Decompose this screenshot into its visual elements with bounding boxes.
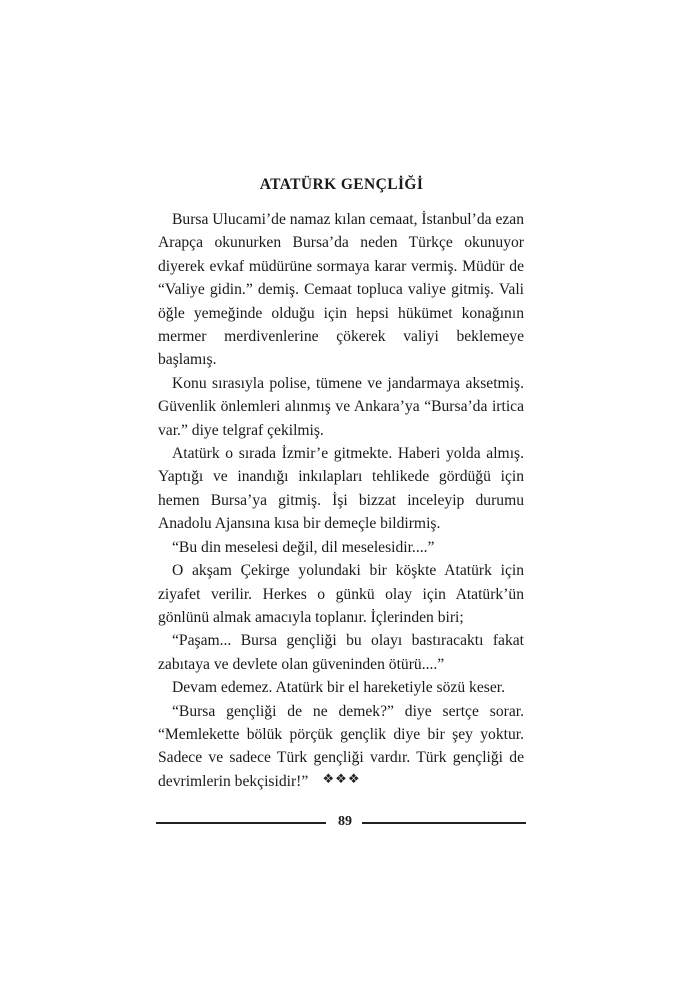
paragraph: “Paşam... Bursa gençliği bu olayı bastıracaktı fakat zabıtaya ve devlete olan güveninden ötürü....” — [158, 632, 524, 673]
paragraph: O akşam Çekirge yolundaki bir köşkte Atatürk için ziyafet verilir. Herkes o günkü olay için Atatürk’ün gönlünü almak amacıyla toplanır. İçlerinden biri; — [158, 562, 524, 626]
paragraph: Konu sırasıyla polise, tümene ve jandarmaya aksetmiş. Güvenlik önlemleri alınmış ve Ankara’ya “Bursa’da irtica var.” diye telgraf çekilmiş. — [158, 374, 524, 439]
paragraph: “Bursa gençliği de ne demek?” diye sertçe sorar. “Memlekette bölük pörçük gençlik diye bir şey yoktur. Sadece ve sadece Türk gençliği vardır. Türk gençliği de devrimlerin bekçisidir!” — [158, 702, 524, 790]
footer-rule-right — [362, 822, 526, 824]
paragraph: “Bu din meselesi değil, dil meselesidir....” — [172, 538, 435, 556]
paragraph: Bursa Ulucami’de namaz kılan cemaat, İstanbul’da ezan Arapça okunurken Bursa’da neden Türkçe okunuyor diyerek evkaf müdürüne sormaya karar vermiş. Müdür de “Valiye gidin.” demiş. Cemaat topluca valiye gitmiş. Vali öğle yemeğinde olduğu için hepsi hükümet konağının mermer merdivenlerine çökerek valiyi beklemeye başlamış. — [158, 211, 525, 369]
page-title: ATATÜRK GENÇLİĞİ — [259, 176, 424, 193]
footer-rule-left — [156, 822, 326, 824]
body-text — [158, 208, 524, 793]
section-end-ornament-icon: ❖❖❖ — [322, 772, 361, 787]
page-number: 89 — [338, 814, 352, 829]
paragraph: Devam edemez. Atatürk bir el hareketiyle sözü keser. — [172, 679, 505, 697]
page-footer — [156, 812, 526, 832]
paragraph: Atatürk o sırada İzmir’e gitmekte. Haberi yolda almış. Yaptığı ve inandığı inkılapları tehlikede gördüğü için hemen Bursa’ya gitmiş. İşi bizzat inceleyip durumu Anadolu Ajansına kısa bir demeçle bildirmiş. — [158, 445, 524, 533]
